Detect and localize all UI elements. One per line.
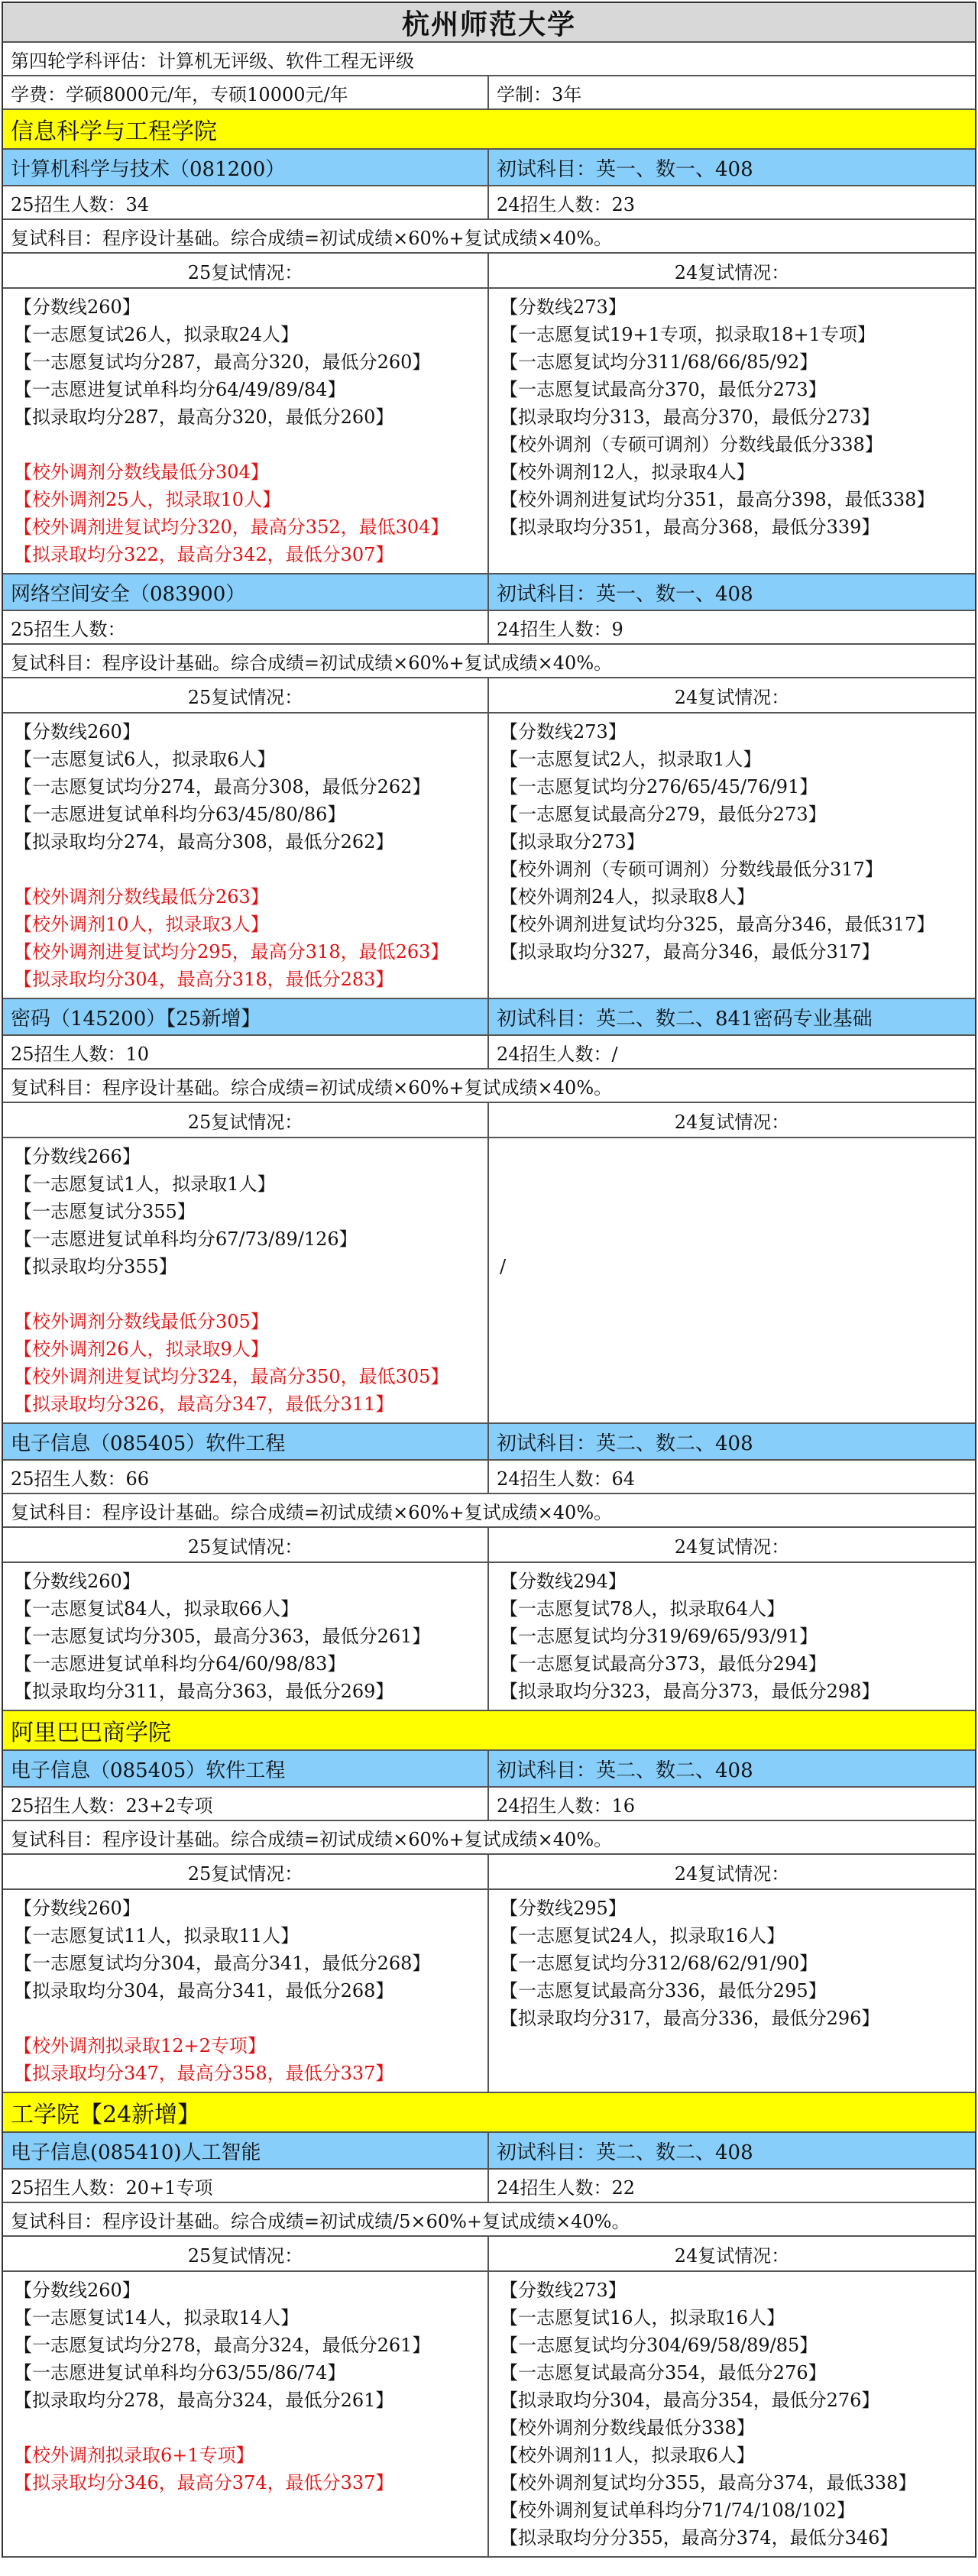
retest-subjects: 复试科目：程序设计基础。综合成绩=初试成绩×60%+复试成绩×40%。 bbox=[11, 227, 613, 249]
result-line: 【拟录取均分355】 bbox=[14, 1256, 177, 1277]
intro-row bbox=[3, 43, 975, 76]
retest-header-row bbox=[3, 1103, 975, 1138]
tuition-fee: 学费：学硕8000元/年，专硕10000元/年 bbox=[3, 76, 489, 108]
spacer bbox=[500, 1198, 964, 1225]
major-name: 电子信息(085410)人工智能 bbox=[3, 2133, 489, 2168]
retest-header-row bbox=[3, 2237, 975, 2272]
retest-row bbox=[3, 2203, 975, 2237]
exam-subjects: 初试科目：英二、数二、408 bbox=[497, 2141, 753, 2164]
retest-row bbox=[3, 1494, 975, 1528]
retest-details-25 bbox=[3, 2272, 489, 2556]
result-line: 【校外调剂26人，拟录取9人】 bbox=[14, 1338, 269, 1360]
result-line: 【校外调剂（专硕可调剂）分数线最低分317】 bbox=[500, 859, 883, 880]
result-line: 【一志愿复试均分278，最高分324，最低分261】 bbox=[14, 2335, 431, 2356]
result-line: 【一志愿进复试单科均分64/60/98/83】 bbox=[14, 1653, 346, 1675]
spacer bbox=[500, 1170, 964, 1198]
enrollment-row bbox=[3, 1461, 975, 1494]
retest-details-row bbox=[3, 1563, 975, 1711]
result-line: 【拟录取均分311，最高分363，最低分269】 bbox=[14, 1681, 394, 1702]
result-line: 【拟录取均分326，最高分347，最低分311】 bbox=[14, 1393, 394, 1415]
result-line: 【一志愿复试26人，拟录取24人】 bbox=[14, 324, 300, 345]
result-line: 【分数线260】 bbox=[14, 721, 141, 743]
discipline-evaluation: 第四轮学科评估：计算机无评级、软件工程无评级 bbox=[11, 50, 414, 72]
result-line: 【校外调剂25人，拟录取10人】 bbox=[14, 489, 281, 510]
result-line: 【分数线260】 bbox=[14, 1898, 141, 1919]
result-line: 【拟录取均分274，最高分308，最低分262】 bbox=[14, 831, 394, 853]
result-line: / bbox=[500, 1256, 507, 1277]
major-name: 电子信息（085405）软件工程 bbox=[3, 1751, 489, 1786]
retest-details-row bbox=[3, 289, 975, 574]
major-name: 电子信息（085405）软件工程 bbox=[3, 1424, 489, 1459]
spacer bbox=[500, 1143, 964, 1170]
result-line: 【校外调剂进复试均分295，最高分318，最低263】 bbox=[14, 941, 449, 963]
retest-row bbox=[3, 220, 975, 254]
result-line: 【拟录取均分346，最高分374，最低分337】 bbox=[14, 2472, 394, 2493]
result-line: 【拟录取分273】 bbox=[500, 831, 645, 853]
result-line: 【一志愿复试19+1专项，拟录取18+1专项】 bbox=[500, 324, 876, 345]
retest-header-24: 24复试情况： bbox=[674, 1536, 790, 1558]
result-line: 【一志愿复试均分312/68/62/91/90】 bbox=[500, 1953, 818, 1974]
enrollment-row bbox=[3, 1788, 975, 1821]
spacer bbox=[500, 2060, 964, 2087]
spacer bbox=[14, 1280, 477, 1308]
spacer bbox=[14, 2414, 477, 2442]
retest-details-24 bbox=[489, 714, 975, 998]
spacer bbox=[500, 1280, 964, 1308]
retest-details-row bbox=[3, 2272, 975, 2558]
result-line: 【分数线273】 bbox=[500, 296, 627, 318]
enrollment-25: 25招生人数：34 bbox=[3, 186, 489, 218]
result-line: 【拟录取均分313，最高分370，最低分273】 bbox=[500, 406, 880, 428]
result-line: 【校外调剂进复试均分351，最高分398，最低338】 bbox=[500, 489, 935, 510]
retest-details-25 bbox=[3, 1138, 489, 1422]
result-line: 【一志愿复试最高分336，最低分295】 bbox=[500, 1980, 827, 2002]
retest-header-row bbox=[3, 1528, 975, 1563]
exam-subjects: 初试科目：英二、数二、841密码专业基础 bbox=[497, 1007, 873, 1031]
retest-header-row bbox=[3, 678, 975, 714]
enrollment-25: 25招生人数： bbox=[3, 611, 489, 643]
result-line: 【一志愿复试16人，拟录取16人】 bbox=[500, 2307, 785, 2328]
college-header-row bbox=[3, 2093, 975, 2133]
result-line: 【拟录取均分278，最高分324，最低分261】 bbox=[14, 2390, 394, 2411]
spacer bbox=[500, 966, 964, 993]
result-line: 【拟录取均分347，最高分358，最低分337】 bbox=[14, 2063, 394, 2084]
table-title-row bbox=[3, 2, 975, 43]
retest-details-24 bbox=[489, 1138, 975, 1422]
result-line: 【一志愿进复试单科均分67/73/89/126】 bbox=[14, 1228, 358, 1250]
major-header-row bbox=[3, 1751, 975, 1788]
major-header-row bbox=[3, 150, 975, 186]
retest-subjects: 复试科目：程序设计基础。综合成绩=初试成绩/5×60%+复试成绩×40%。 bbox=[11, 2210, 630, 2232]
retest-row bbox=[3, 645, 975, 678]
enrollment-25: 25招生人数：20+1专项 bbox=[3, 2170, 489, 2202]
spacer bbox=[14, 431, 477, 458]
enrollment-row bbox=[3, 1036, 975, 1070]
result-line: 【一志愿复试分355】 bbox=[14, 1201, 196, 1222]
result-line: 【拟录取均分304，最高分318，最低分283】 bbox=[14, 969, 394, 990]
result-line: 【一志愿复试最高分370，最低分273】 bbox=[500, 379, 827, 400]
result-line: 【校外调剂11人，拟录取6人】 bbox=[500, 2445, 755, 2466]
exam-subjects: 初试科目：英一、数一、408 bbox=[497, 582, 753, 606]
retest-header-25: 25复试情况： bbox=[3, 254, 489, 287]
result-line: 【一志愿复试78人，拟录取64人】 bbox=[500, 1598, 785, 1620]
major-header-row bbox=[3, 574, 975, 611]
result-line: 【拟录取均分323，最高分373，最低分298】 bbox=[500, 1681, 880, 1702]
enrollment-row bbox=[3, 2170, 975, 2203]
retest-header-row bbox=[3, 1855, 975, 1890]
spacer bbox=[500, 2032, 964, 2060]
result-line: 【分数线260】 bbox=[14, 2280, 141, 2301]
retest-details-24 bbox=[489, 1563, 975, 1710]
result-line: 【一志愿复试均分274，最高分308，最低分262】 bbox=[14, 776, 431, 798]
result-line: 【一志愿复试均分319/69/65/93/91】 bbox=[500, 1626, 818, 1647]
result-line: 【校外调剂（专硕可调剂）分数线最低分338】 bbox=[500, 434, 883, 455]
retest-details-25 bbox=[3, 1890, 489, 2092]
result-line: 【一志愿复试最高分354，最低分276】 bbox=[500, 2362, 827, 2383]
result-line: 【校外调剂24人，拟录取8人】 bbox=[500, 886, 755, 908]
retest-row bbox=[3, 1070, 975, 1103]
result-line: 【校外调剂分数线最低分338】 bbox=[500, 2417, 755, 2438]
result-line: 【分数线260】 bbox=[14, 1571, 141, 1592]
enrollment-24: 24招生人数：64 bbox=[497, 1468, 636, 1490]
result-line: 【一志愿复试14人，拟录取14人】 bbox=[14, 2307, 300, 2328]
college-header-row bbox=[3, 1711, 975, 1751]
retest-row bbox=[3, 1821, 975, 1855]
spacer bbox=[500, 1225, 964, 1253]
retest-header-24: 24复试情况： bbox=[674, 261, 790, 283]
retest-details-25 bbox=[3, 1563, 489, 1710]
enrollment-25: 25招生人数：10 bbox=[3, 1036, 489, 1068]
enrollment-25: 25招生人数：66 bbox=[3, 1461, 489, 1493]
result-line: 【分数线295】 bbox=[500, 1898, 627, 1919]
retest-header-24: 24复试情况： bbox=[674, 1862, 790, 1885]
result-line: 【拟录取均分287，最高分320，最低分260】 bbox=[14, 406, 394, 428]
exam-subjects: 初试科目：英二、数二、408 bbox=[497, 1759, 753, 1782]
retest-subjects: 复试科目：程序设计基础。综合成绩=初试成绩×60%+复试成绩×40%。 bbox=[11, 1076, 613, 1099]
enrollment-row bbox=[3, 611, 975, 645]
college-name: 阿里巴巴商学院 bbox=[11, 1720, 171, 1746]
result-line: 【拟录取均分304，最高分341，最低分268】 bbox=[14, 1980, 394, 2002]
retest-header-25: 25复试情况： bbox=[3, 1103, 489, 1137]
colleges-container bbox=[3, 110, 975, 2558]
result-line: 【校外调剂进复试均分325，最高分346，最低317】 bbox=[500, 914, 935, 935]
retest-header-24: 24复试情况： bbox=[674, 2244, 790, 2267]
result-line: 【拟录取均分分355，最高分374，最低分346】 bbox=[500, 2527, 899, 2548]
result-line: 【分数线260】 bbox=[14, 296, 141, 318]
result-line: 【拟录取均分351，最高分368，最低分339】 bbox=[500, 516, 880, 538]
result-line: 【校外调剂分数线最低分263】 bbox=[14, 886, 269, 908]
retest-header-25: 25复试情况： bbox=[3, 678, 489, 712]
spacer bbox=[14, 2497, 477, 2524]
retest-header-row bbox=[3, 254, 975, 289]
enrollment-24: 24招生人数：22 bbox=[497, 2176, 636, 2199]
result-line: 【一志愿复试均分276/65/45/76/91】 bbox=[500, 776, 818, 798]
result-line: 【一志愿进复试单科均分63/45/80/86】 bbox=[14, 804, 346, 825]
study-duration: 学制：3年 bbox=[497, 83, 582, 105]
spacer bbox=[500, 1335, 964, 1363]
retest-header-24: 24复试情况： bbox=[674, 1111, 790, 1133]
result-line: 【分数线266】 bbox=[14, 1146, 141, 1167]
result-line: 【校外调剂分数线最低分305】 bbox=[14, 1311, 269, 1332]
spacer bbox=[14, 2524, 477, 2552]
retest-details-row bbox=[3, 1138, 975, 1424]
major-name: 网络空间安全（083900） bbox=[3, 574, 489, 610]
result-line: 【拟录取均分322，最高分342，最低分307】 bbox=[14, 544, 394, 565]
result-line: 【校外调剂分数线最低分304】 bbox=[14, 461, 269, 483]
retest-details-24 bbox=[489, 1890, 975, 2092]
result-line: 【校外调剂拟录取12+2专项】 bbox=[14, 2035, 266, 2057]
fee-row bbox=[3, 76, 975, 110]
major-header-row bbox=[3, 1424, 975, 1461]
result-line: 【分数线294】 bbox=[500, 1571, 627, 1592]
spacer bbox=[14, 856, 477, 883]
enrollment-24: 24招生人数：/ bbox=[497, 1043, 618, 1065]
result-line: 【一志愿复试均分305，最高分363，最低分261】 bbox=[14, 1626, 431, 1647]
retest-details-25 bbox=[3, 714, 489, 998]
retest-details-24 bbox=[489, 289, 975, 573]
retest-details-row bbox=[3, 714, 975, 999]
retest-header-25: 25复试情况： bbox=[3, 1528, 489, 1561]
major-header-row bbox=[3, 999, 975, 1036]
college-name: 工学院【24新增】 bbox=[11, 2102, 201, 2128]
college-header-row bbox=[3, 110, 975, 150]
result-line: 【一志愿复试6人，拟录取6人】 bbox=[14, 749, 276, 770]
retest-details-25 bbox=[3, 289, 489, 573]
major-name: 密码（145200）【25新增】 bbox=[3, 999, 489, 1034]
exam-subjects: 初试科目：英一、数一、408 bbox=[497, 157, 753, 181]
retest-header-24: 24复试情况： bbox=[674, 686, 790, 708]
spacer bbox=[500, 1308, 964, 1335]
result-line: 【拟录取均分327，最高分346，最低分317】 bbox=[500, 941, 880, 963]
enrollment-24: 24招生人数：16 bbox=[497, 1794, 636, 1817]
result-line: 【一志愿复试84人，拟录取66人】 bbox=[14, 1598, 300, 1620]
result-line: 【校外调剂拟录取6+1专项】 bbox=[14, 2445, 254, 2466]
major-name: 计算机科学与技术（081200） bbox=[3, 150, 489, 185]
enrollment-24: 24招生人数：23 bbox=[497, 193, 636, 215]
result-line: 【一志愿复试均分304，最高分341，最低分268】 bbox=[14, 1953, 431, 1974]
result-line: 【一志愿复试最高分373，最低分294】 bbox=[500, 1653, 827, 1675]
exam-subjects: 初试科目：英二、数二、408 bbox=[497, 1432, 753, 1455]
result-line: 【校外调剂复试单科均分71/74/108/102】 bbox=[500, 2500, 855, 2521]
retest-subjects: 复试科目：程序设计基础。综合成绩=初试成绩×60%+复试成绩×40%。 bbox=[11, 1501, 613, 1523]
admission-table bbox=[2, 2, 976, 2558]
result-line: 【拟录取均分304，最高分354，最低分276】 bbox=[500, 2390, 880, 2411]
result-line: 【校外调剂10人，拟录取3人】 bbox=[14, 914, 269, 935]
enrollment-24: 24招生人数：9 bbox=[497, 618, 623, 640]
retest-details-24 bbox=[489, 2272, 975, 2556]
page-title: 杭州师范大学 bbox=[401, 8, 576, 40]
retest-header-25: 25复试情况： bbox=[3, 1855, 489, 1888]
result-line: 【一志愿复试均分287，最高分320，最低分260】 bbox=[14, 351, 431, 373]
result-line: 【分数线273】 bbox=[500, 2280, 627, 2301]
spacer bbox=[500, 1363, 964, 1390]
retest-subjects: 复试科目：程序设计基础。综合成绩=初试成绩×60%+复试成绩×40%。 bbox=[11, 652, 613, 674]
spacer bbox=[14, 2005, 477, 2032]
result-line: 【拟录取均分317，最高分336，最低分296】 bbox=[500, 2008, 880, 2029]
retest-details-row bbox=[3, 1890, 975, 2093]
spacer bbox=[500, 541, 964, 568]
result-line: 【一志愿复试24人，拟录取16人】 bbox=[500, 1925, 785, 1947]
retest-subjects: 复试科目：程序设计基础。综合成绩=初试成绩×60%+复试成绩×40%。 bbox=[11, 1828, 613, 1850]
spacer bbox=[500, 1390, 964, 1418]
result-line: 【一志愿进复试单科均分64/49/89/84】 bbox=[14, 379, 346, 400]
result-line: 【一志愿复试1人，拟录取1人】 bbox=[14, 1173, 276, 1195]
result-line: 【校外调剂进复试均分324，最高分350，最低305】 bbox=[14, 1366, 449, 1387]
result-line: 【分数线273】 bbox=[500, 721, 627, 743]
college-name: 信息科学与工程学院 bbox=[11, 118, 217, 145]
result-line: 【校外调剂12人，拟录取4人】 bbox=[500, 461, 755, 483]
result-line: 【校外调剂复试均分355，最高分374，最低338】 bbox=[500, 2472, 917, 2493]
enrollment-row bbox=[3, 186, 975, 220]
result-line: 【一志愿复试2人，拟录取1人】 bbox=[500, 749, 762, 770]
major-header-row bbox=[3, 2133, 975, 2170]
result-line: 【一志愿复试均分304/69/58/89/85】 bbox=[500, 2335, 818, 2356]
result-line: 【一志愿复试均分311/68/66/85/92】 bbox=[500, 351, 818, 373]
enrollment-25: 25招生人数：23+2专项 bbox=[3, 1788, 489, 1820]
result-line: 【一志愿复试11人，拟录取11人】 bbox=[14, 1925, 300, 1947]
result-line: 【一志愿进复试单科均分63/55/86/74】 bbox=[14, 2362, 346, 2383]
retest-header-25: 25复试情况： bbox=[3, 2237, 489, 2270]
result-line: 【一志愿复试最高分279，最低分273】 bbox=[500, 804, 827, 825]
result-line: 【校外调剂进复试均分320，最高分352，最低304】 bbox=[14, 516, 449, 538]
